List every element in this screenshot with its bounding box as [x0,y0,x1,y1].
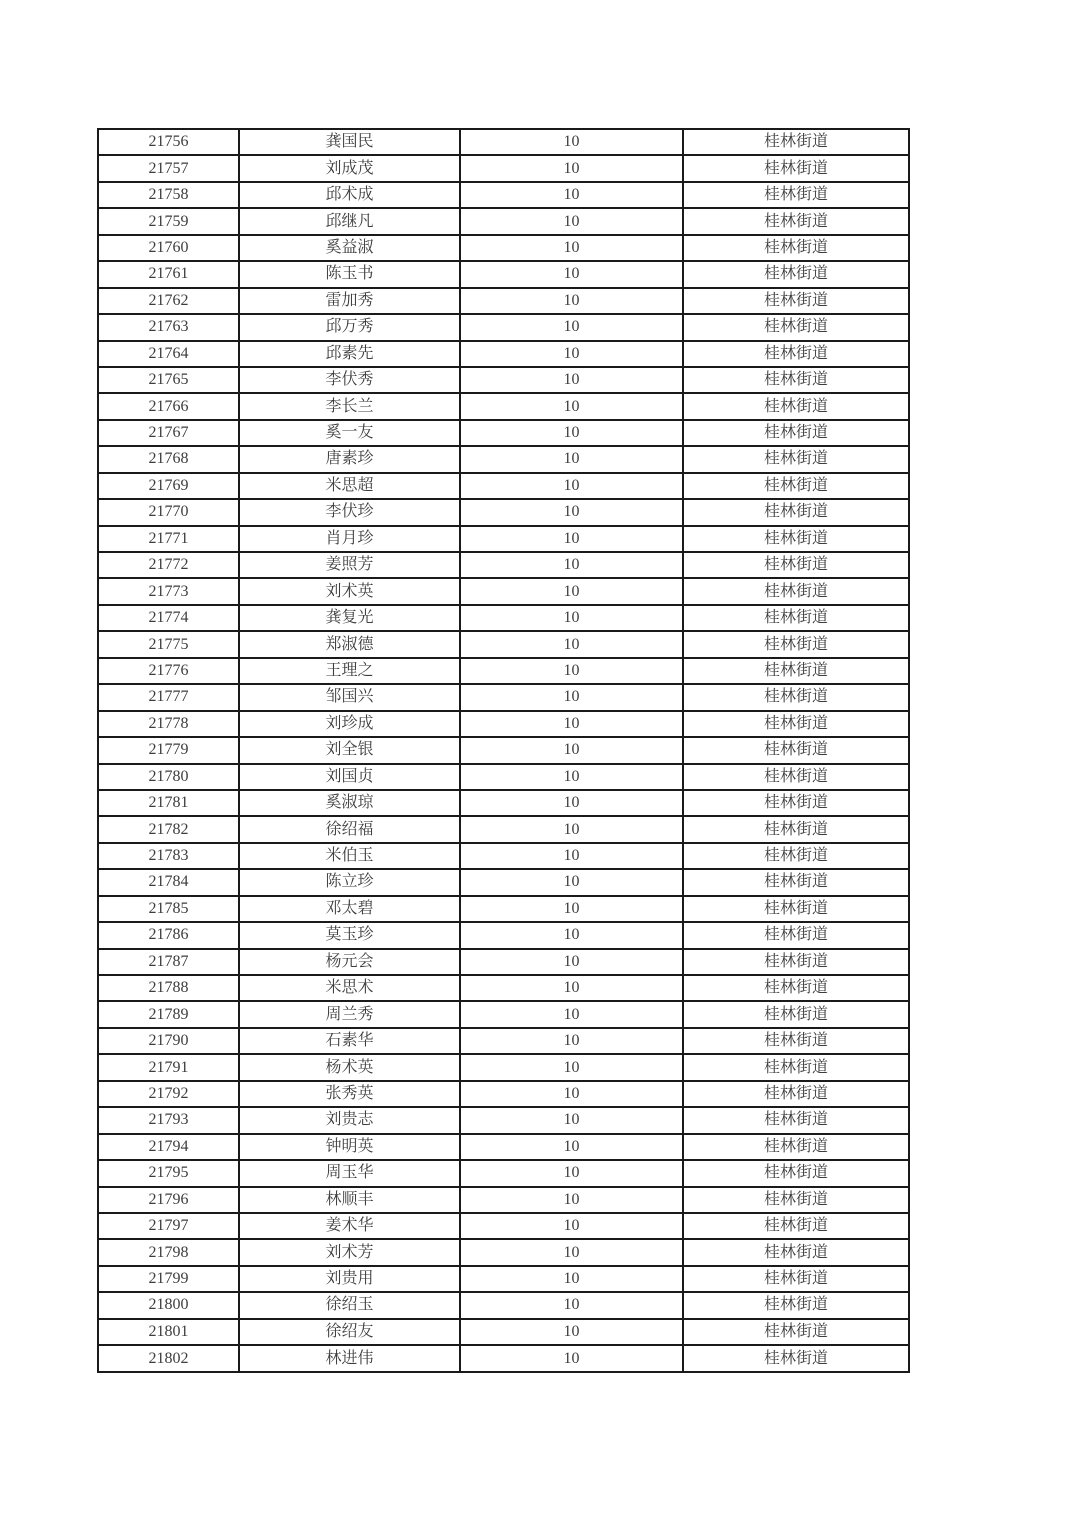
cell-name: 奚益淑 [239,235,460,261]
cell-street: 桂林街道 [683,155,909,181]
cell-id: 21790 [98,1028,239,1054]
cell-name: 钟明英 [239,1134,460,1160]
cell-id: 21787 [98,949,239,975]
cell-id: 21793 [98,1107,239,1133]
cell-street: 桂林街道 [683,631,909,657]
cell-value: 10 [460,764,683,790]
table-row [98,1292,909,1318]
cell-id: 21777 [98,684,239,710]
cell-value: 10 [460,393,683,419]
cell-id: 21776 [98,658,239,684]
cell-id: 21781 [98,790,239,816]
cell-value: 10 [460,631,683,657]
cell-street: 桂林街道 [683,1001,909,1027]
table-row [98,737,909,763]
cell-id: 21764 [98,341,239,367]
cell-id: 21791 [98,1054,239,1080]
table-row [98,367,909,393]
table-row [98,1054,909,1080]
cell-id: 21785 [98,896,239,922]
cell-name: 刘贵用 [239,1266,460,1292]
cell-value: 10 [460,208,683,234]
roster-table [97,128,910,1373]
cell-value: 10 [460,499,683,525]
cell-value: 10 [460,790,683,816]
cell-name: 徐绍玉 [239,1292,460,1318]
cell-street: 桂林街道 [683,1107,909,1133]
table-row [98,631,909,657]
cell-id: 21794 [98,1134,239,1160]
cell-value: 10 [460,182,683,208]
table-row [98,1345,909,1372]
table-row [98,1160,909,1186]
cell-id: 21792 [98,1081,239,1107]
cell-street: 桂林街道 [683,869,909,895]
cell-name: 周玉华 [239,1160,460,1186]
cell-id: 21772 [98,552,239,578]
table-row [98,288,909,314]
cell-street: 桂林街道 [683,473,909,499]
cell-street: 桂林街道 [683,367,909,393]
table-row [98,261,909,287]
cell-id: 21760 [98,235,239,261]
cell-name: 邱素先 [239,341,460,367]
table-row [98,764,909,790]
cell-id: 21763 [98,314,239,340]
table-row [98,816,909,842]
table-row [98,499,909,525]
cell-street: 桂林街道 [683,129,909,155]
cell-value: 10 [460,288,683,314]
cell-name: 邓太碧 [239,896,460,922]
cell-value: 10 [460,155,683,181]
cell-street: 桂林街道 [683,684,909,710]
cell-street: 桂林街道 [683,208,909,234]
cell-id: 21783 [98,843,239,869]
cell-value: 10 [460,975,683,1001]
cell-street: 桂林街道 [683,182,909,208]
cell-name: 李伏珍 [239,499,460,525]
cell-street: 桂林街道 [683,446,909,472]
table-row [98,1187,909,1213]
cell-street: 桂林街道 [683,1054,909,1080]
cell-street: 桂林街道 [683,896,909,922]
cell-value: 10 [460,420,683,446]
cell-value: 10 [460,526,683,552]
cell-value: 10 [460,816,683,842]
cell-name: 刘珍成 [239,711,460,737]
cell-id: 21778 [98,711,239,737]
cell-value: 10 [460,1187,683,1213]
cell-value: 10 [460,1001,683,1027]
table-row [98,314,909,340]
cell-name: 邱术成 [239,182,460,208]
cell-name: 徐绍友 [239,1319,460,1345]
table-row [98,155,909,181]
cell-id: 21788 [98,975,239,1001]
table-row [98,526,909,552]
cell-name: 陈玉书 [239,261,460,287]
cell-value: 10 [460,314,683,340]
cell-id: 21779 [98,737,239,763]
table-row [98,1107,909,1133]
cell-value: 10 [460,869,683,895]
cell-street: 桂林街道 [683,1134,909,1160]
cell-value: 10 [460,711,683,737]
cell-name: 刘成茂 [239,155,460,181]
cell-id: 21775 [98,631,239,657]
cell-value: 10 [460,1160,683,1186]
cell-street: 桂林街道 [683,552,909,578]
cell-name: 米思超 [239,473,460,499]
cell-id: 21795 [98,1160,239,1186]
table-row [98,658,909,684]
cell-name: 杨元会 [239,949,460,975]
table-row [98,446,909,472]
cell-name: 林进伟 [239,1345,460,1372]
cell-street: 桂林街道 [683,764,909,790]
cell-street: 桂林街道 [683,1213,909,1239]
cell-id: 21802 [98,1345,239,1372]
cell-id: 21774 [98,605,239,631]
cell-street: 桂林街道 [683,288,909,314]
cell-id: 21761 [98,261,239,287]
cell-value: 10 [460,1028,683,1054]
cell-value: 10 [460,261,683,287]
cell-street: 桂林街道 [683,949,909,975]
cell-name: 刘全银 [239,737,460,763]
cell-name: 周兰秀 [239,1001,460,1027]
cell-value: 10 [460,843,683,869]
cell-id: 21800 [98,1292,239,1318]
table-body [98,129,909,1372]
cell-street: 桂林街道 [683,843,909,869]
cell-name: 雷加秀 [239,288,460,314]
cell-id: 21799 [98,1266,239,1292]
table-row [98,1134,909,1160]
table-row [98,393,909,419]
cell-name: 张秀英 [239,1081,460,1107]
cell-street: 桂林街道 [683,526,909,552]
cell-id: 21769 [98,473,239,499]
cell-street: 桂林街道 [683,261,909,287]
cell-value: 10 [460,473,683,499]
cell-value: 10 [460,737,683,763]
cell-street: 桂林街道 [683,922,909,948]
cell-id: 21757 [98,155,239,181]
table-row [98,1213,909,1239]
table-row [98,605,909,631]
cell-name: 王理之 [239,658,460,684]
cell-street: 桂林街道 [683,1345,909,1372]
cell-name: 唐素珍 [239,446,460,472]
table-row [98,473,909,499]
cell-id: 21798 [98,1239,239,1265]
cell-value: 10 [460,605,683,631]
cell-value: 10 [460,1107,683,1133]
table-row [98,949,909,975]
cell-id: 21782 [98,816,239,842]
cell-street: 桂林街道 [683,1292,909,1318]
cell-id: 21789 [98,1001,239,1027]
cell-value: 10 [460,658,683,684]
cell-value: 10 [460,341,683,367]
cell-value: 10 [460,1292,683,1318]
cell-name: 陈立珍 [239,869,460,895]
cell-street: 桂林街道 [683,1266,909,1292]
cell-street: 桂林街道 [683,605,909,631]
cell-street: 桂林街道 [683,314,909,340]
table-row [98,235,909,261]
cell-id: 21773 [98,578,239,604]
table-row [98,129,909,155]
table-row [98,790,909,816]
cell-street: 桂林街道 [683,1160,909,1186]
table-row [98,896,909,922]
cell-id: 21758 [98,182,239,208]
cell-value: 10 [460,1081,683,1107]
cell-value: 10 [460,1213,683,1239]
cell-street: 桂林街道 [683,393,909,419]
cell-street: 桂林街道 [683,816,909,842]
cell-street: 桂林街道 [683,578,909,604]
cell-id: 21766 [98,393,239,419]
cell-value: 10 [460,367,683,393]
cell-id: 21770 [98,499,239,525]
cell-id: 21762 [98,288,239,314]
table-row [98,975,909,1001]
cell-id: 21796 [98,1187,239,1213]
cell-name: 邱万秀 [239,314,460,340]
cell-name: 杨术英 [239,1054,460,1080]
cell-id: 21771 [98,526,239,552]
table-row [98,922,909,948]
table-row [98,1001,909,1027]
cell-value: 10 [460,1134,683,1160]
table-row [98,420,909,446]
table-row [98,684,909,710]
table-row [98,552,909,578]
cell-value: 10 [460,552,683,578]
cell-street: 桂林街道 [683,711,909,737]
cell-street: 桂林街道 [683,1187,909,1213]
cell-value: 10 [460,949,683,975]
cell-name: 肖月珍 [239,526,460,552]
cell-street: 桂林街道 [683,658,909,684]
table-row [98,843,909,869]
cell-value: 10 [460,1345,683,1372]
cell-value: 10 [460,578,683,604]
table-row [98,711,909,737]
cell-id: 21756 [98,129,239,155]
cell-name: 李伏秀 [239,367,460,393]
cell-name: 刘术芳 [239,1239,460,1265]
cell-id: 21797 [98,1213,239,1239]
table-row [98,208,909,234]
cell-street: 桂林街道 [683,341,909,367]
cell-street: 桂林街道 [683,235,909,261]
cell-id: 21768 [98,446,239,472]
table-row [98,1081,909,1107]
cell-name: 郑淑德 [239,631,460,657]
cell-street: 桂林街道 [683,1028,909,1054]
cell-street: 桂林街道 [683,737,909,763]
cell-value: 10 [460,446,683,472]
cell-street: 桂林街道 [683,790,909,816]
cell-name: 姜照芳 [239,552,460,578]
cell-name: 刘贵志 [239,1107,460,1133]
table-row [98,182,909,208]
table-row [98,1028,909,1054]
table-row [98,1266,909,1292]
cell-value: 10 [460,1319,683,1345]
cell-name: 龚国民 [239,129,460,155]
table-row [98,1319,909,1345]
cell-name: 石素华 [239,1028,460,1054]
cell-name: 徐绍福 [239,816,460,842]
cell-value: 10 [460,922,683,948]
cell-name: 刘国贞 [239,764,460,790]
cell-name: 邹国兴 [239,684,460,710]
cell-name: 奚一友 [239,420,460,446]
cell-value: 10 [460,1054,683,1080]
table-row [98,578,909,604]
cell-name: 奚淑琼 [239,790,460,816]
cell-id: 21767 [98,420,239,446]
cell-name: 米思术 [239,975,460,1001]
cell-street: 桂林街道 [683,499,909,525]
cell-value: 10 [460,1239,683,1265]
cell-name: 莫玉珍 [239,922,460,948]
cell-value: 10 [460,235,683,261]
table-row [98,869,909,895]
table-row [98,341,909,367]
cell-value: 10 [460,896,683,922]
cell-value: 10 [460,1266,683,1292]
cell-id: 21759 [98,208,239,234]
cell-id: 21801 [98,1319,239,1345]
cell-name: 姜术华 [239,1213,460,1239]
cell-name: 李长兰 [239,393,460,419]
cell-name: 刘术英 [239,578,460,604]
cell-id: 21780 [98,764,239,790]
cell-street: 桂林街道 [683,975,909,1001]
cell-id: 21786 [98,922,239,948]
table-row [98,1239,909,1265]
cell-value: 10 [460,684,683,710]
cell-value: 10 [460,129,683,155]
cell-street: 桂林街道 [683,1319,909,1345]
cell-street: 桂林街道 [683,1081,909,1107]
cell-name: 林顺丰 [239,1187,460,1213]
cell-name: 龚复光 [239,605,460,631]
cell-name: 米伯玉 [239,843,460,869]
cell-name: 邱继凡 [239,208,460,234]
cell-street: 桂林街道 [683,420,909,446]
cell-id: 21784 [98,869,239,895]
cell-street: 桂林街道 [683,1239,909,1265]
cell-id: 21765 [98,367,239,393]
